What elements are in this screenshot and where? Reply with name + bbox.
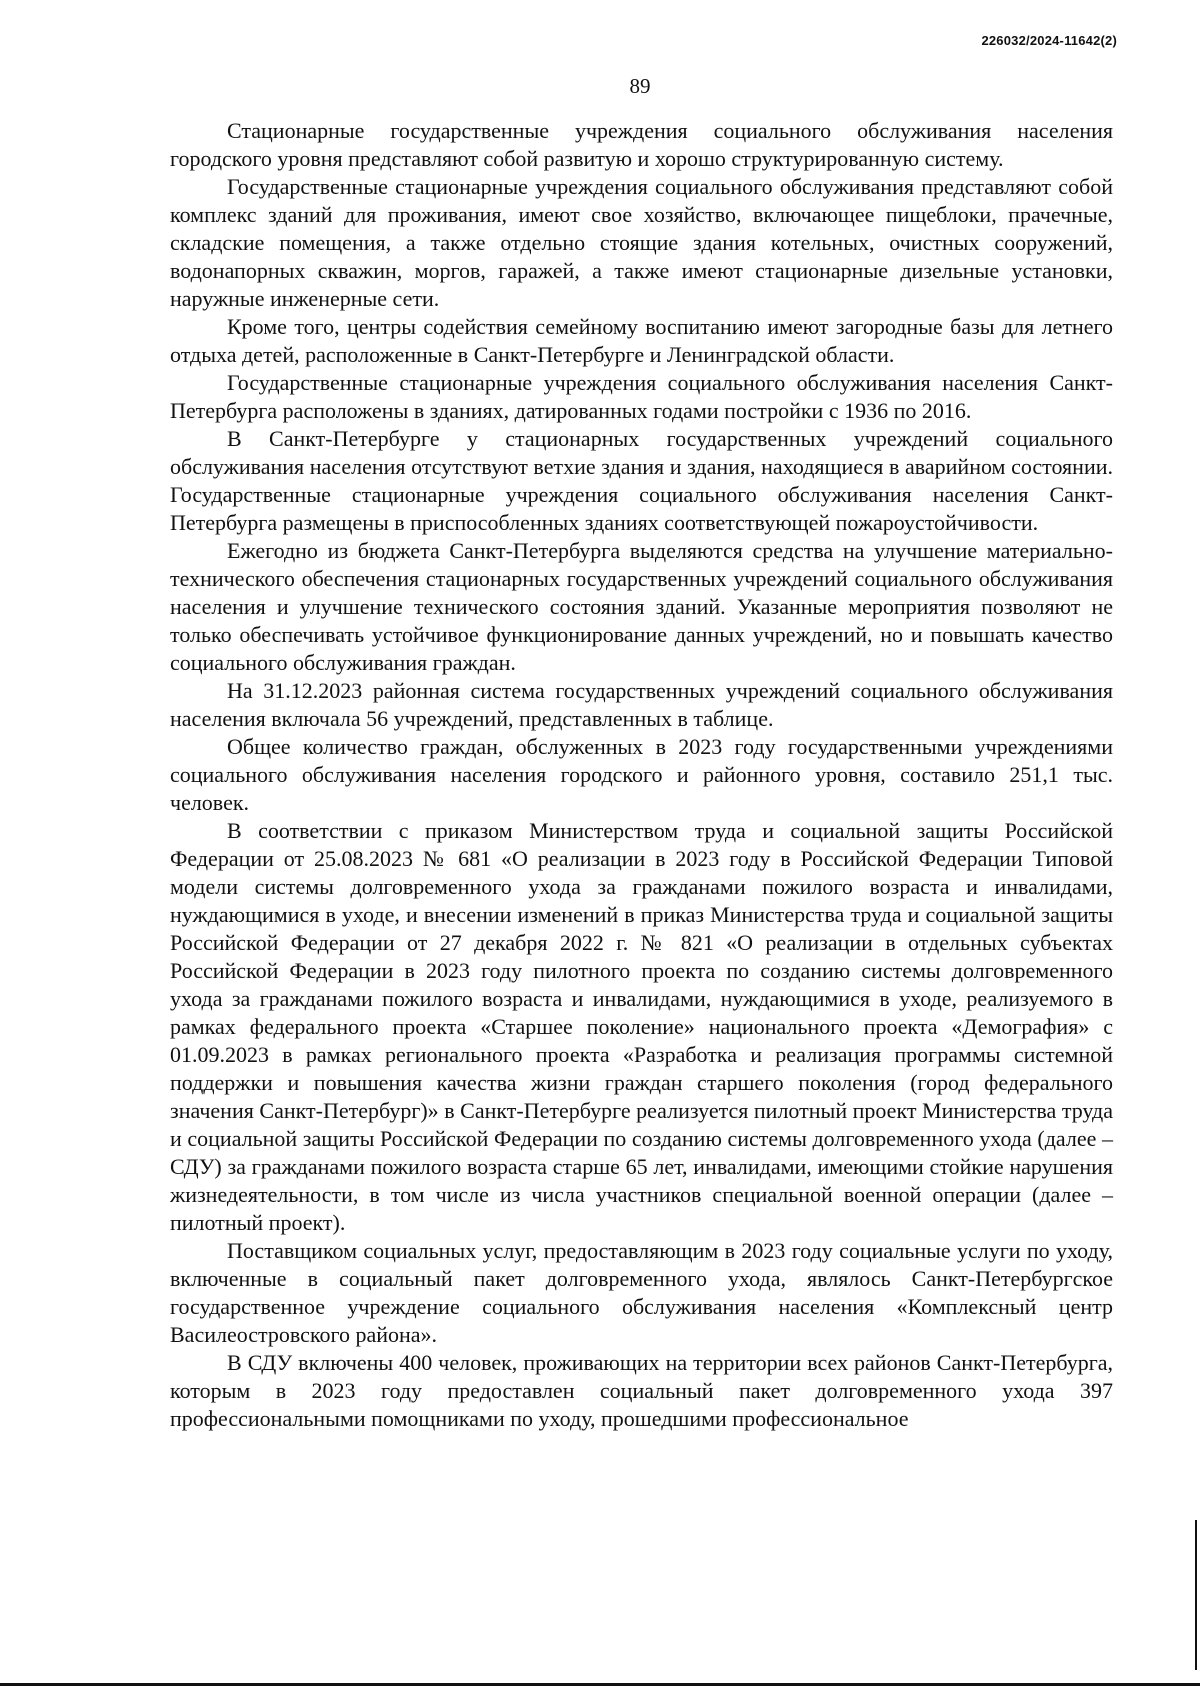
scan-bottom-border xyxy=(0,1683,1200,1686)
paragraph: В соответствии с приказом Министерством труда и социальной защиты Российской Федерации от 25.08.2023 № 681 «О реализации в 2023 году в Российской Федерации Типовой модели системы долговременного ухода за гражданами пожилого возраста и инвалидами, нуждающимися в уходе, и внесении изменений в приказ Министерства труда и социальной защиты Российской Федерации от 27 декабря 2022 г. № 821 «О реализации в отдельных субъектах Российской Федерации в 2023 году пилотного проекта по созданию системы долговременного ухода за гражданами пожилого возраста и инвалидами, нуждающимися в уходе, реализуемого в рамках федерального проекта «Старшее поколение» национального проекта «Демография» с 01.09.2023 в рамках регионального проекта «Разработка и реализация программы системной поддержки и повышения качества жизни граждан старшего поколения (город федерального значения Санкт-Петербург)» в Санкт-Петербурге реализуется пилотный проект Министерства труда и социальной защиты Российской Федерации по созданию системы долговременного ухода (далее – СДУ) за гражданами пожилого возраста старше 65 лет, инвалидами, имеющими стойкие нарушения жизнедеятельности, в том числе из числа участников специальной военной операции (далее – пилотный проект). xyxy=(170,818,1113,1235)
page-number: 89 xyxy=(629,74,651,98)
paragraph: На 31.12.2023 районная система государственных учреждений социального обслуживания населения включала 56 учреждений, представленных в таблице. xyxy=(170,678,1113,731)
document-registration-number: 226032/2024-11642(2) xyxy=(981,33,1117,48)
paragraph: Стационарные государственные учреждения социального обслуживания населения городского уровня представляют собой развитую и хорошо структурированную систему. xyxy=(170,118,1113,171)
document-body xyxy=(170,117,1113,1433)
paragraph: Ежегодно из бюджета Санкт-Петербурга выделяются средства на улучшение материально-технического обеспечения стационарных государственных учреждений социального обслуживания населения и улучшение технического состояния зданий. Указанные мероприятия позволяют не только обеспечивать устойчивое функционирование данных учреждений, но и повышать качество социального обслуживания граждан. xyxy=(170,538,1113,675)
paragraph: Общее количество граждан, обслуженных в 2023 году государственными учреждениями социального обслуживания населения городского и районного уровня, составило 251,1 тыс. человек. xyxy=(170,734,1113,815)
paragraph: Кроме того, центры содействия семейному воспитанию имеют загородные базы для летнего отдыха детей, расположенные в Санкт-Петербурге и Ленинградской области. xyxy=(170,314,1113,367)
paragraph: Поставщиком социальных услуг, предоставляющим в 2023 году социальные услуги по уходу, включенные в социальный пакет долговременного ухода, являлось Санкт-Петербургское государственное учреждение социального обслуживания населения «Комплексный центр Василеостровского района». xyxy=(170,1238,1113,1347)
paragraph: Государственные стационарные учреждения социального обслуживания населения Санкт-Петербурга расположены в зданиях, датированных годами постройки с 1936 по 2016. xyxy=(170,370,1113,423)
paragraph: В СДУ включены 400 человек, проживающих на территории всех районов Санкт-Петербурга, которым в 2023 году предоставлен социальный пакет долговременного ухода 397 профессиональными помощниками по уходу, прошедшими профессиональное xyxy=(170,1350,1113,1431)
paragraph: Государственные стационарные учреждения социального обслуживания представляют собой комплекс зданий для проживания, имеют свое хозяйство, включающее пищеблоки, прачечные, складские помещения, а также отдельно стоящие здания котельных, очистных сооружений, водонапорных скважин, моргов, гаражей, а также имеют стационарные дизельные установки, наружные инженерные сети. xyxy=(170,174,1113,311)
scan-edge-mark xyxy=(1195,1520,1197,1670)
paragraph: В Санкт-Петербурге у стационарных государственных учреждений социального обслуживания населения отсутствуют ветхие здания и здания, находящиеся в аварийном состоянии. Государственные стационарные учреждения социального обслуживания населения Санкт-Петербурга размещены в приспособленных зданиях соответствующей пожароустойчивости. xyxy=(170,426,1113,535)
